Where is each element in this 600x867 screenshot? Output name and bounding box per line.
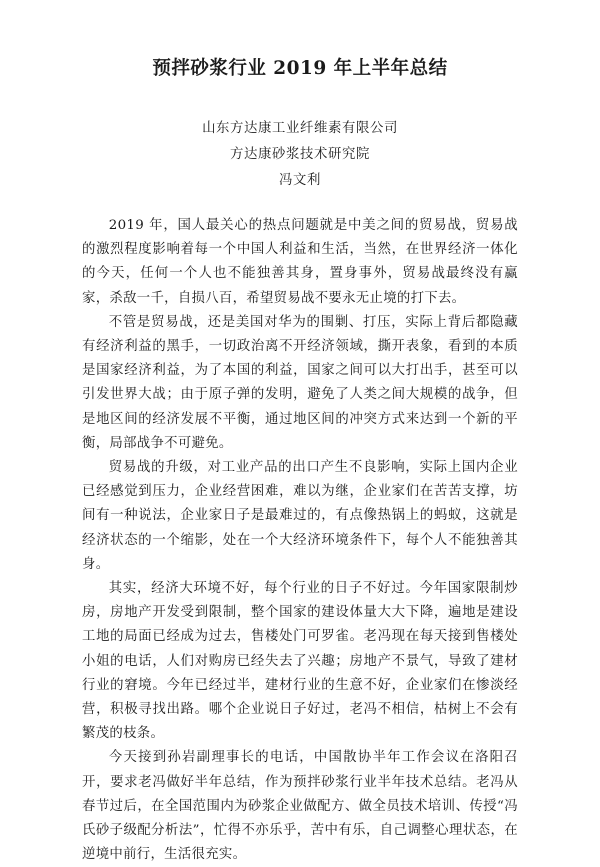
paragraph-3: 贸易战的升级，对工业产品的出口产生不良影响，实际上国内企业已经感觉到压力，企业经营困难，难以为继，企业家们在苦苦支撑，坊间有一种说法，企业家日子是最难过的，有点像热锅上的蚂蚁，这就是经济状态的一个缩影，处在一个大经济环境条件下，每个人不能独善其身。	[82, 460, 518, 572]
paragraph-2: 不管是贸易战，还是美国对华为的围剿、打压，实际上背后都隐藏有经济利益的黑手，一切政治离不开经济领域，撕开表象，看到的本质是国家经济利益，为了本国的利益，国家之间可以大打出手，甚至可以引发世界大战；由于原子弹的发明，避免了人类之间大规模的战争，但是地区间的经济发展不平衡，通过地区间的冲突方式来达到一个新的平衡，局部战争不可避免。	[82, 314, 518, 451]
body-text	[82, 214, 518, 867]
company-name: 山东方达康工业纤维素有限公司	[202, 121, 398, 136]
document-title: 预拌砂浆行业 2019 年上半年总结	[152, 58, 448, 79]
paragraph-1: 2019 年，国人最关心的热点问题就是中美之间的贸易战，贸易战的激烈程度影响着每一个中国人利益和生活，当然，在世界经济一体化的今天，任何一个人也不能独善其身，置身事外，贸易战最终没有赢家，杀敌一千，自损八百，希望贸易战不要永无止境的打下去。	[82, 218, 518, 306]
paragraph-4: 其实，经济大环境不好，每个行业的日子不好过。今年国家限制炒房，房地产开发受到限制，整个国家的建设体量大大下降，遍地是建设工地的局面已经成为过去，售楼处门可罗雀。老冯现在每天接到售楼处小姐的电话，人们对购房已经失去了兴趣；房地产不景气，导致了建材行业的窘境。今年已经过半，建材行业的生意不好，企业家们在惨淡经营，积极寻找出路。哪个企业说日子好过，老冯不相信，枯树上不会有繁茂的枝条。	[82, 581, 518, 742]
paragraph-5: 今天接到孙岩副理事长的电话，中国散协半年工作会议在洛阳召开，要求老冯做好半年总结，作为预拌砂浆行业半年技术总结。老冯从春节过后，在全国范围内为砂浆企业做配方、做全员技术培训、传授“冯氏砂子级配分析法”，忙得不亦乐乎，苦中有乐，自己调整心理状态，在逆境中前行，生活很充实。	[82, 750, 518, 863]
author-name: 冯文利	[279, 173, 321, 188]
institute-name: 方达康砂浆技术研究院	[230, 147, 370, 162]
byline	[82, 116, 518, 194]
